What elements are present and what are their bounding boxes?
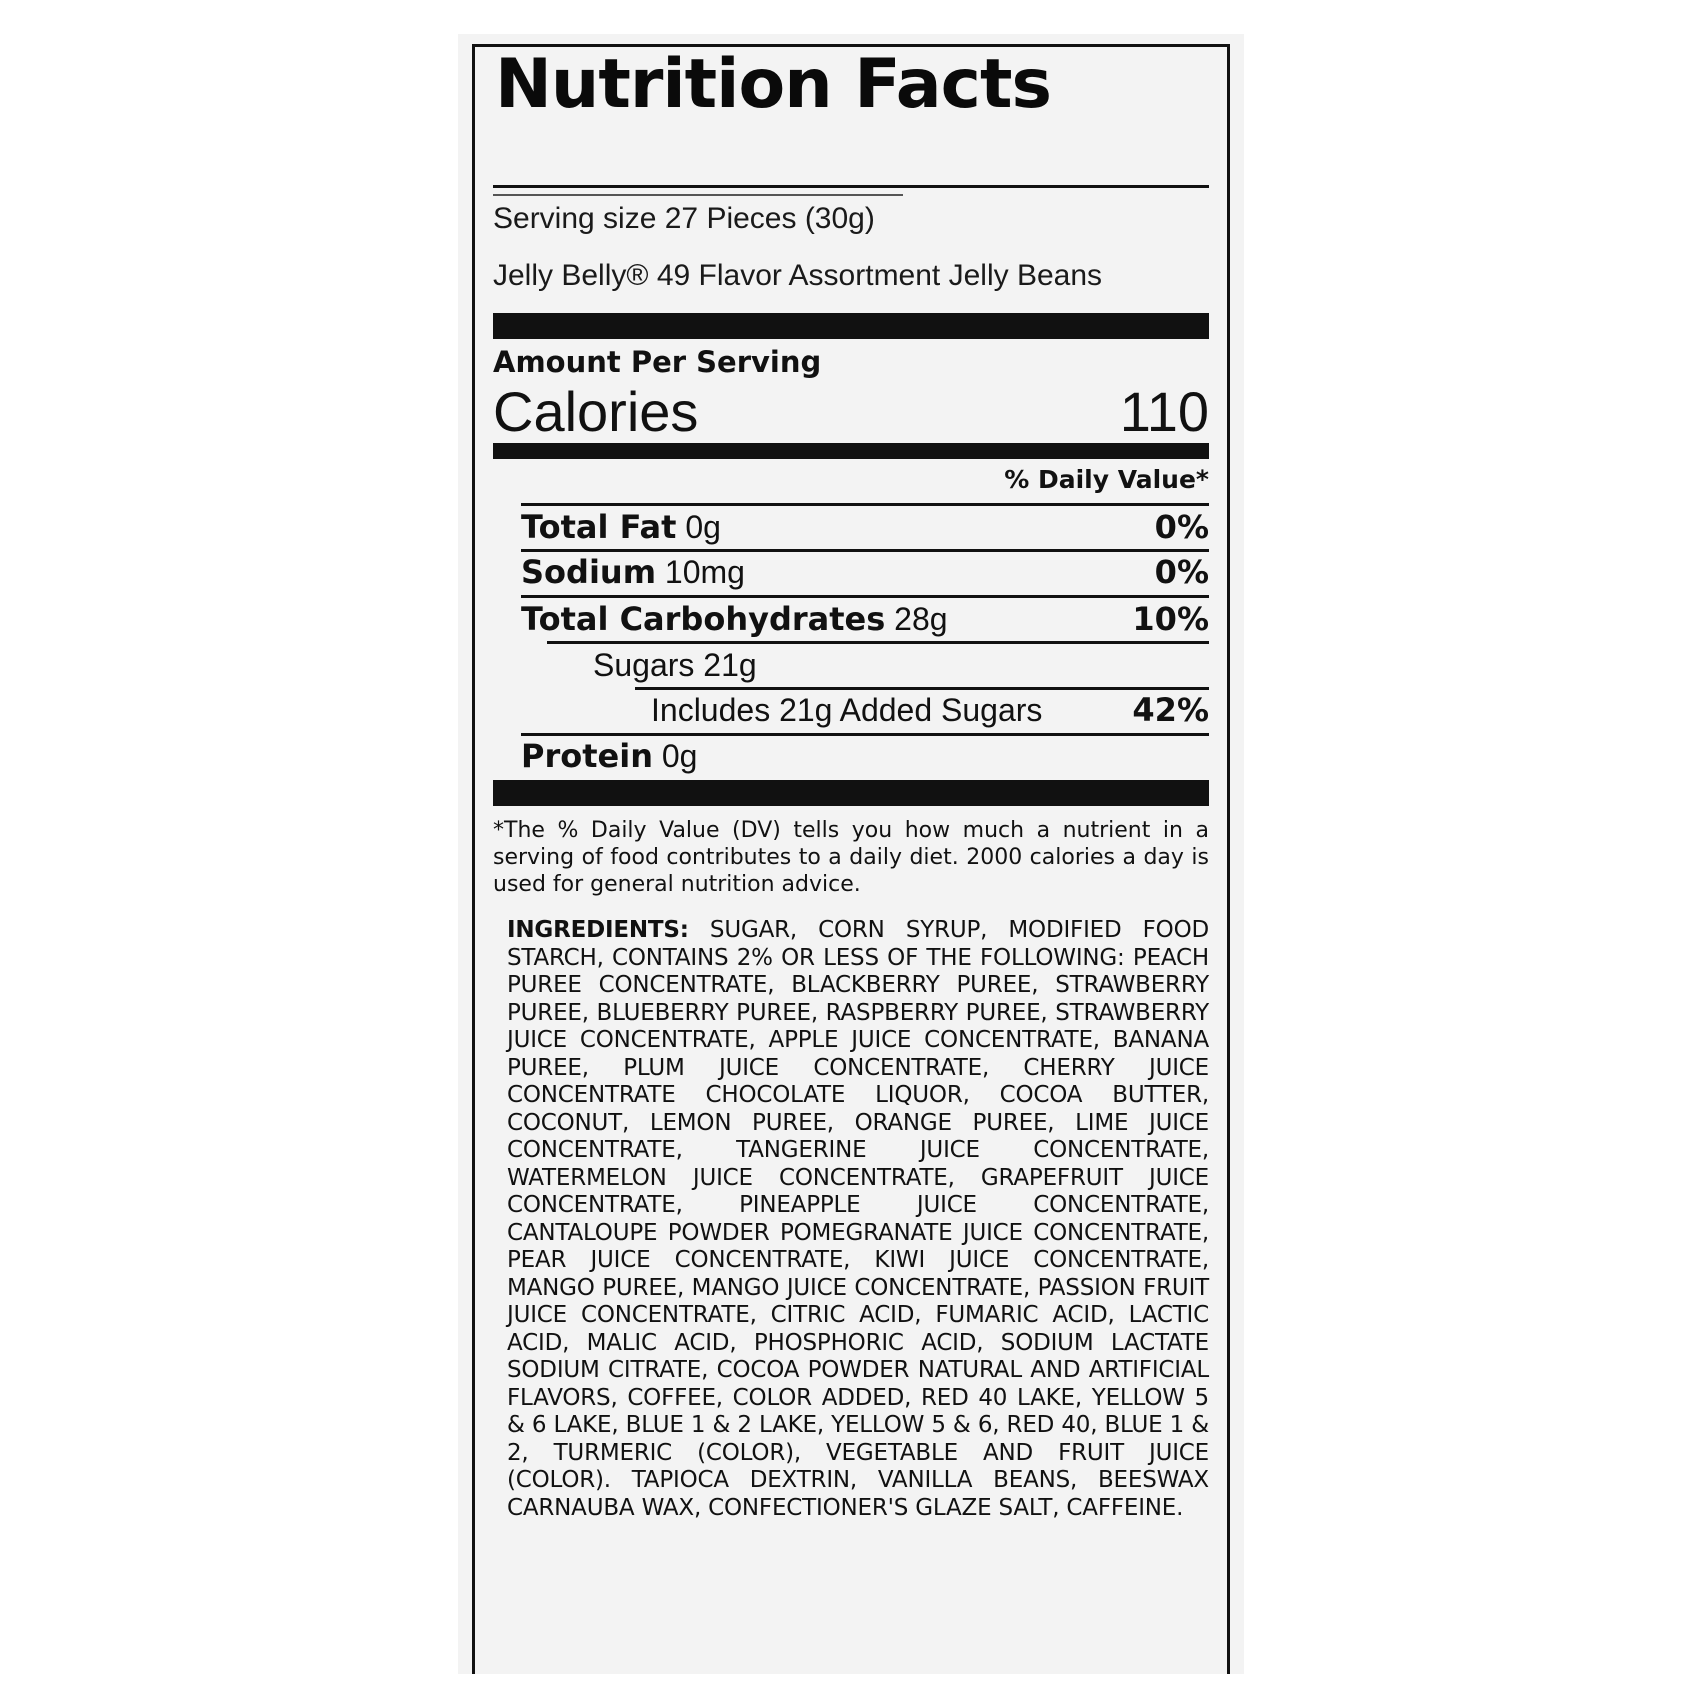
nutrient-label: [593, 647, 757, 684]
nutrient-row-total-carbohydrates: [521, 594, 1209, 638]
nutrient-row-protein: [521, 731, 1209, 775]
ingredients-text: SUGAR, CORN SYRUP, MODIFIED FOOD STARCH, CONTAINS 2% OR LESS OF THE FOLLOWING: PEACH PUREE CONCENTRATE, BLACKBERRY PUREE, STRAWBERRY PUREE, BLUEBERRY PUREE, RASPBERRY PUREE, STRAWBERRY JUICE CONCENTRATE, APPLE JUICE CONCENTRATE, BANANA PUREE, PLUM JUICE CONCENTRATE, CHERRY JUICE CONCENTRATE CHOCOLATE LIQUOR, COCOA BUTTER, COCONUT, LEMON PUREE, ORANGE PUREE, LIME JUICE CONCENTRATE, TANGERINE JUICE CONCENTRATE, WATERMELON JUICE CONCENTRATE, GRAPEFRUIT JUICE CONCENTRATE, PINEAPPLE JUICE CONCENTRATE, CANTALOUPE POWDER POMEGRANATE JUICE CONCENTRATE, PEAR JUICE CONCENTRATE, KIWI JUICE CONCENTRATE, MANGO PUREE, MANGO JUICE CONCENTRATE, PASSION FRUIT JUICE CONCENTRATE, CITRIC ACID, FUMARIC ACID, LACTIC ACID, MALIC ACID, PHOSPHORIC ACID, SODIUM LACTATE SODIUM CITRATE, COCOA POWDER NATURAL AND ARTIFICIAL FLAVORS, COFFEE, COLOR ADDED, RED 40 LAKE, YELLOW 5 & 6 LAKE, BLUE 1 & 2 LAKE, YELLOW 5 & 6, RED 40, BLUE 1 & 2, TURMERIC (COLOR), VEGETABLE AND FRUIT JUICE (COLOR). TAPIOCA DEXTRIN, VANILLA BEANS, BEESWAX CARNAUBA WAX, CONFECTIONER'S GLAZE SALT, CAFFEINE.: [507, 917, 1209, 1521]
thick-rule-top: [493, 313, 1209, 339]
daily-value-header: % Daily Value*: [1004, 465, 1209, 494]
nutrition-label: [472, 44, 1230, 1674]
thick-rule-calories: [493, 443, 1209, 459]
nutrient-name: Total Fat: [521, 508, 677, 546]
nutrient-label: [521, 737, 697, 775]
thick-rule-bottom: [493, 780, 1209, 806]
label-title: Nutrition Facts: [495, 45, 1051, 124]
nutrient-row-sugars: [593, 640, 1209, 684]
nutrient-label: [521, 600, 948, 638]
nutrient-amount: 0g: [661, 738, 698, 774]
serving-size: Serving size 27 Pieces (30g): [493, 202, 875, 235]
nutrient-row-total-fat: [521, 502, 1209, 546]
nutrient-amount: 0g: [685, 509, 721, 545]
nutrient-amount: 28g: [894, 601, 948, 637]
nutrient-dv: 0%: [1154, 508, 1209, 546]
amount-per-serving: Amount Per Serving: [493, 345, 822, 379]
nutrient-name: Protein: [521, 737, 653, 775]
nutrient-row-sodium: [521, 547, 1209, 591]
nutrient-name: Sodium: [521, 553, 657, 591]
nutrient-amount: Sugars 21g: [593, 647, 757, 683]
nutrient-name: Total Carbohydrates: [521, 600, 886, 638]
nutrient-amount: Includes 21g Added Sugars: [651, 692, 1043, 728]
nutrient-label: [521, 508, 721, 546]
ingredients-list: [507, 917, 1209, 1522]
ingredients-label: INGREDIENTS:: [507, 917, 689, 943]
nutrient-label: [521, 553, 745, 591]
nutrient-amount: 10mg: [664, 554, 745, 590]
nutrient-dv: 10%: [1132, 600, 1209, 638]
calories-value: 110: [1119, 380, 1209, 443]
nutrient-dv: 42%: [1132, 691, 1209, 729]
daily-value-footnote: *The % Daily Value (DV) tells you how much a nutrient in a serving of food contributes to a daily diet. 2000 calories a day is used for general nutrition advice.: [493, 818, 1209, 897]
nutrient-row-added-sugars: [651, 685, 1209, 729]
title-rule-thin: [493, 185, 1209, 188]
nutrient-dv: 0%: [1154, 553, 1209, 591]
calories-label: Calories: [493, 380, 699, 443]
product-name: Jelly Belly® 49 Flavor Assortment Jelly Beans: [493, 259, 1103, 292]
title-rule-short: [493, 194, 903, 196]
nutrient-label: [651, 692, 1042, 729]
